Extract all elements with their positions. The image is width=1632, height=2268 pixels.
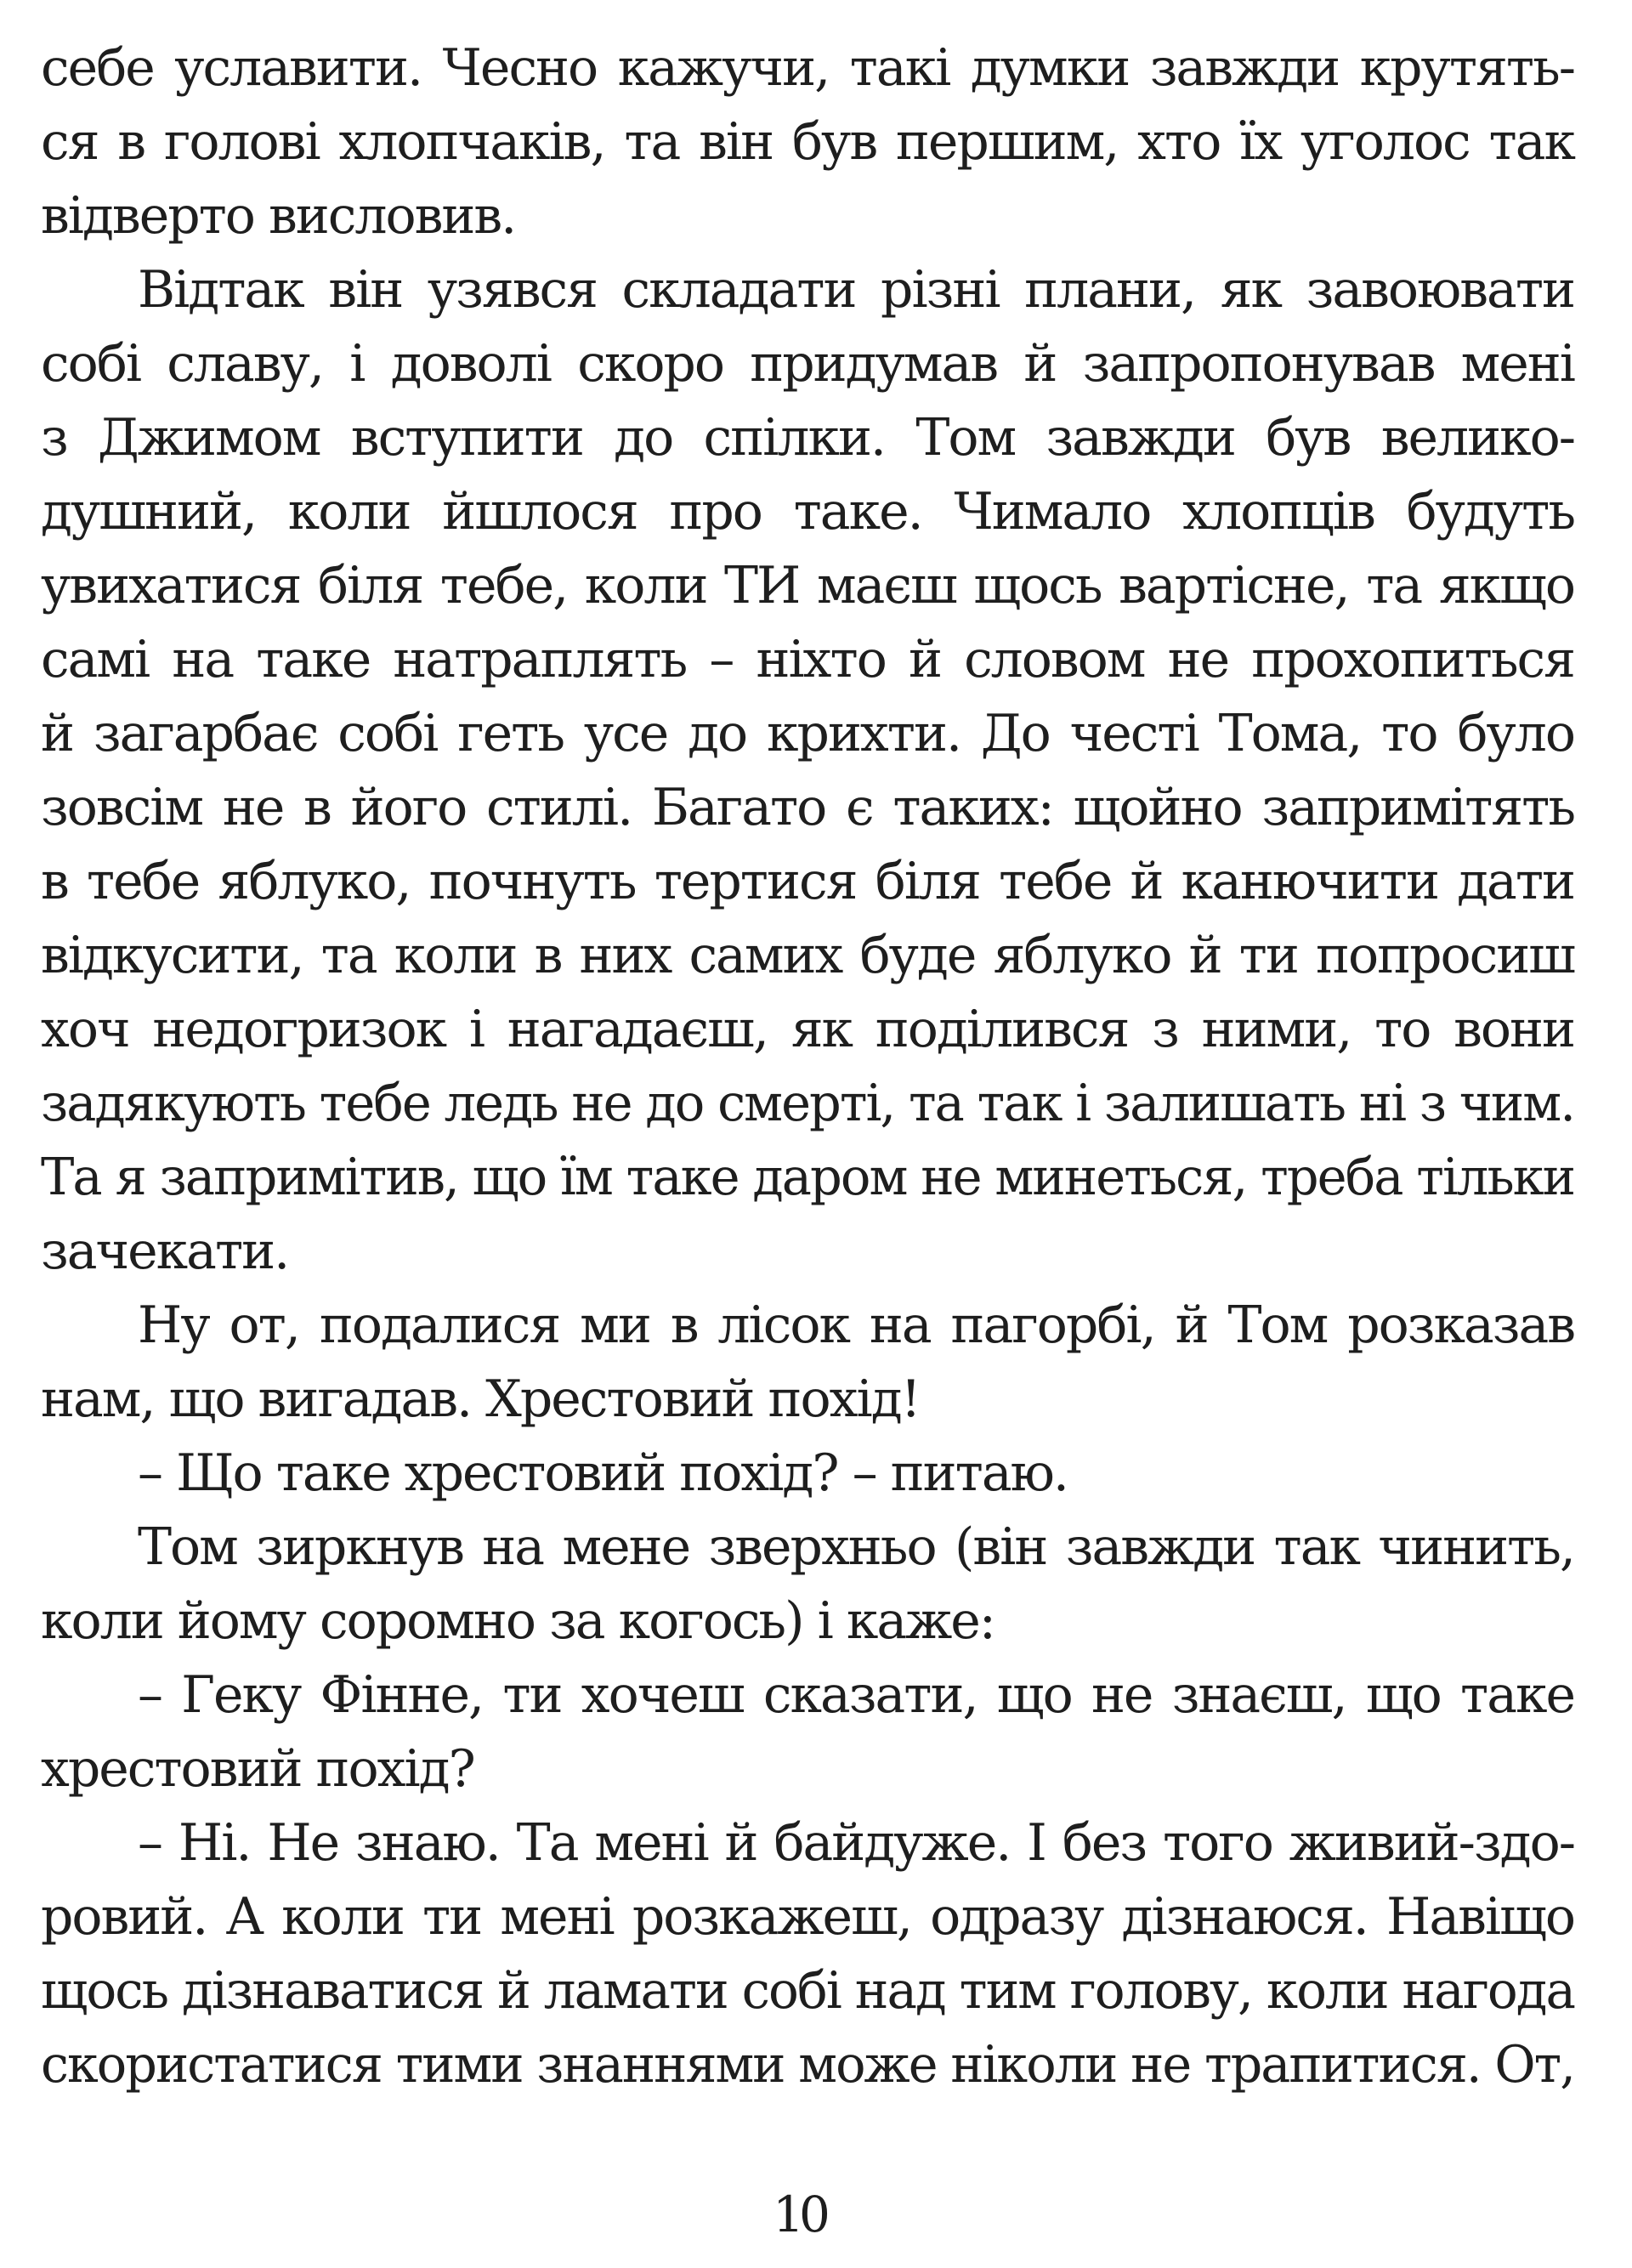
dialogue-line: – Що таке хрестовий похід? – питаю. [138, 1443, 1068, 1503]
text-line: хоч недогризок і нагадаєш, як поділився з ними, то вони [41, 1000, 1574, 1059]
text-line: зовсім не в його стилі. Багато є таких: щойно запримітять [41, 778, 1574, 837]
text-line: Та я запримітив, що їм таке даром не минеться, треба тільки [41, 1148, 1574, 1207]
text-line: увихатися біля тебе, коли ТИ маєш щось вартісне, та якщо [41, 556, 1574, 615]
text-line: скористатися тими знаннями може ніколи не трапитися. От, [41, 2035, 1574, 2095]
text-line: задякують тебе ледь не до смерті, та так і залишать ні з чим. [41, 1074, 1574, 1133]
text-line: коли йому соромно за когось) і каже: [41, 1591, 995, 1651]
dialogue-line: – Ні. Не знаю. Та мені й байдуже. І без того живий-здо- [138, 1813, 1574, 1873]
text-line: відкусити, та коли в них самих буде яблуко й ти попросиш [41, 926, 1574, 985]
text-line: зачекати. [41, 1222, 289, 1281]
text-line: душний, коли йшлося про таке. Чимало хлопців будуть [41, 482, 1574, 541]
text-line: ся в голові хлопчаків, та він був першим, хто їх уголос так [41, 112, 1574, 172]
text-line: відверто висловив. [41, 186, 516, 246]
text-line: себе уславити. Чесно кажучи, такі думки завжди крутять- [41, 38, 1574, 98]
page-number: 10 [773, 2186, 825, 2243]
dialogue-line: – Геку Фінне, ти хочеш сказати, що не знаєш, що таке [138, 1665, 1574, 1725]
paragraph-start-line: Том зиркнув на мене зверхньо (він завжди так чинить, [138, 1517, 1574, 1577]
text-line: нам, що вигадав. Хрестовий похід! [41, 1369, 920, 1429]
text-line: й загарбає собі геть усе до крихти. До честі Тома, то було [41, 704, 1574, 763]
text-line: щось дізнаватися й ламати собі над тим голову, коли нагода [41, 1961, 1574, 2021]
paragraph-start-line: Ну от, подалися ми в лісок на пагорбі, й Том розказав [138, 1296, 1574, 1355]
text-line: ровий. А коли ти мені розкажеш, одразу дізнаюся. Навіщо [41, 1887, 1574, 1947]
text-line: собі славу, і доволі скоро придумав й запропонував мені [41, 334, 1574, 394]
paragraph-start-line: Відтак він узявся складати різні плани, як завоювати [138, 260, 1574, 320]
text-line: самі на таке натраплять – ніхто й словом не прохопиться [41, 630, 1574, 689]
text-line: хрестовий похід? [41, 1739, 474, 1799]
text-line: в тебе яблуко, почнуть тертися біля тебе й канючити дати [41, 852, 1574, 911]
text-line: з Джимом вступити до спілки. Том завжди був велико- [41, 408, 1574, 468]
